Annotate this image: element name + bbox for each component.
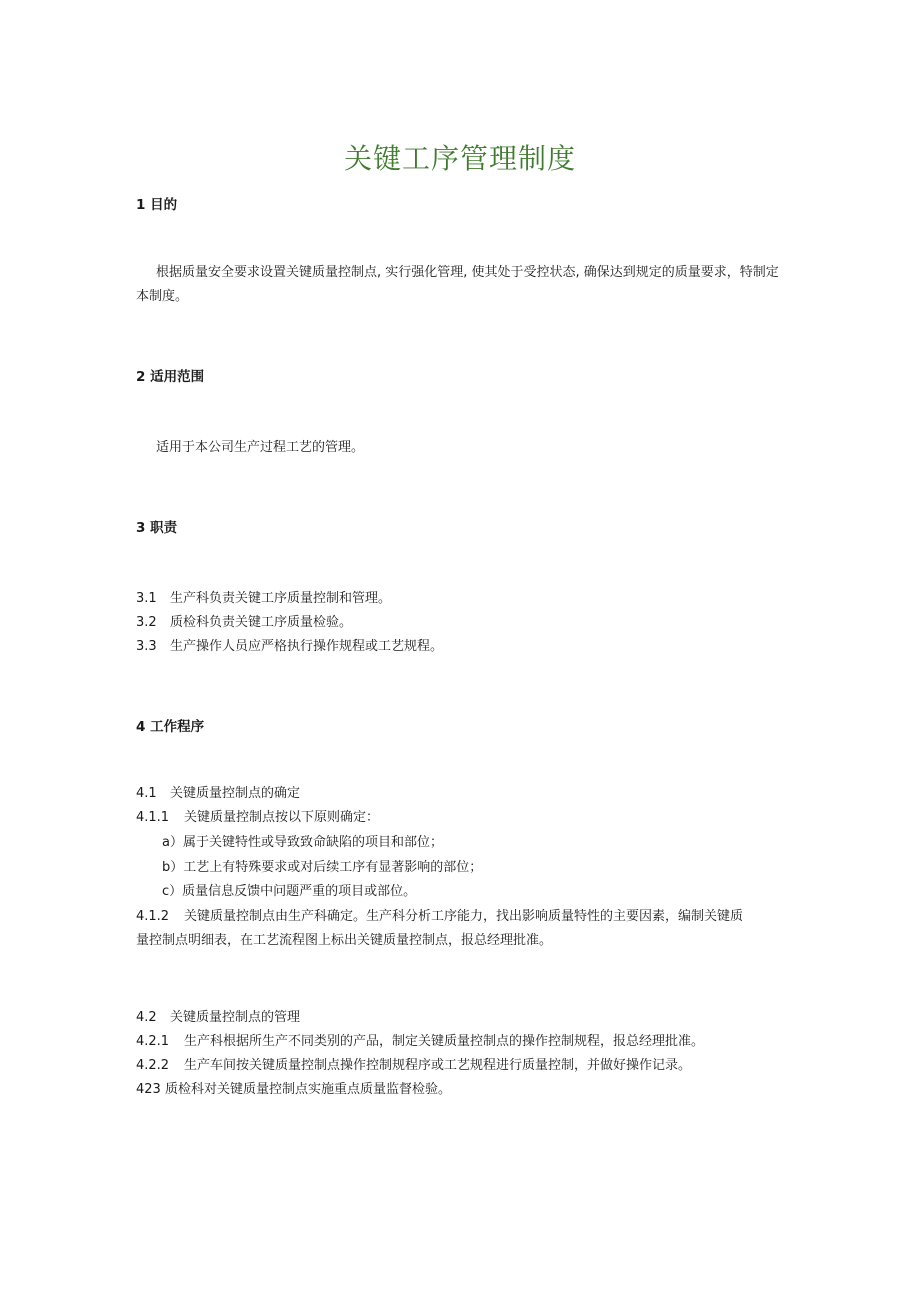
item-number: 3.1	[136, 591, 157, 606]
item-text: 关键质量控制点由生产科确定。生产科分析工序能力，找出影响质量特性的主要因素，编制关键质	[184, 909, 744, 924]
document-title: 关键工序管理制度	[343, 142, 576, 175]
subsection-4-1	[136, 782, 300, 806]
item-number: 4.2.1	[136, 1034, 170, 1049]
item-4-1-2	[136, 905, 743, 929]
section-heading-procedure: 4 工作程序	[136, 719, 205, 735]
list-item	[136, 611, 352, 635]
item-text: 生产科负责关键工序质量控制和管理。	[170, 591, 392, 606]
item-number: 3.2	[136, 615, 157, 630]
item-text: 生产科根据所生产不同类别的产品，制定关键质量控制点的操作控制规程，报总经理批准。	[184, 1034, 705, 1049]
item-text: 关键质量控制点的管理	[170, 1010, 301, 1025]
list-item: a）属于关键特性或导致致命缺陷的项目和部位；	[162, 835, 443, 850]
item-number: 4.2	[136, 1010, 157, 1025]
item-4-2-2	[136, 1054, 691, 1078]
section-heading-responsibilities: 3 职责	[136, 520, 178, 536]
item-text: 生产车间按关键质量控制点操作控制规程序或工艺规程进行质量控制，并做好操作记录。	[184, 1058, 692, 1073]
section-heading-scope: 2 适用范围	[136, 369, 205, 385]
item-number: 4.1.1	[136, 810, 170, 825]
item-4-1-2-continuation: 量控制点明细表，在工艺流程图上标出关键质量控制点，报总经理批准。	[136, 933, 553, 948]
subsection-4-2	[136, 1006, 300, 1030]
item-text: 关键质量控制点按以下原则确定：	[184, 810, 380, 825]
item-number: 4.1	[136, 786, 157, 801]
purpose-paragraph: 根据质量安全要求设置关键质量控制点, 实行强化管理, 使其处于受控状态, 确保达到规定的质量要求，特制定本制度。	[136, 265, 779, 304]
section-heading-purpose: 1 目的	[136, 197, 178, 213]
list-item: c）质量信息反馈中问题严重的项目或部位。	[162, 884, 417, 899]
item-text: 质检科负责关键工序质量检验。	[170, 615, 353, 630]
item-number: 3.3	[136, 639, 157, 654]
list-item	[136, 587, 391, 611]
item-number: 4.2.2	[136, 1058, 170, 1073]
item-4-2-3: 423 质检科对关键质量控制点实施重点质量监督检验。	[136, 1082, 451, 1097]
item-4-1-1	[136, 806, 379, 830]
item-text: 关键质量控制点的确定	[170, 786, 301, 801]
list-item: b）工艺上有特殊要求或对后续工序有显著影响的部位；	[162, 860, 483, 875]
item-text: 生产操作人员应严格执行操作规程或工艺规程。	[170, 639, 444, 654]
item-4-2-1	[136, 1030, 704, 1054]
item-number: 4.1.2	[136, 909, 170, 924]
list-item	[136, 635, 443, 659]
scope-paragraph: 适用于本公司生产过程工艺的管理。	[156, 440, 365, 455]
